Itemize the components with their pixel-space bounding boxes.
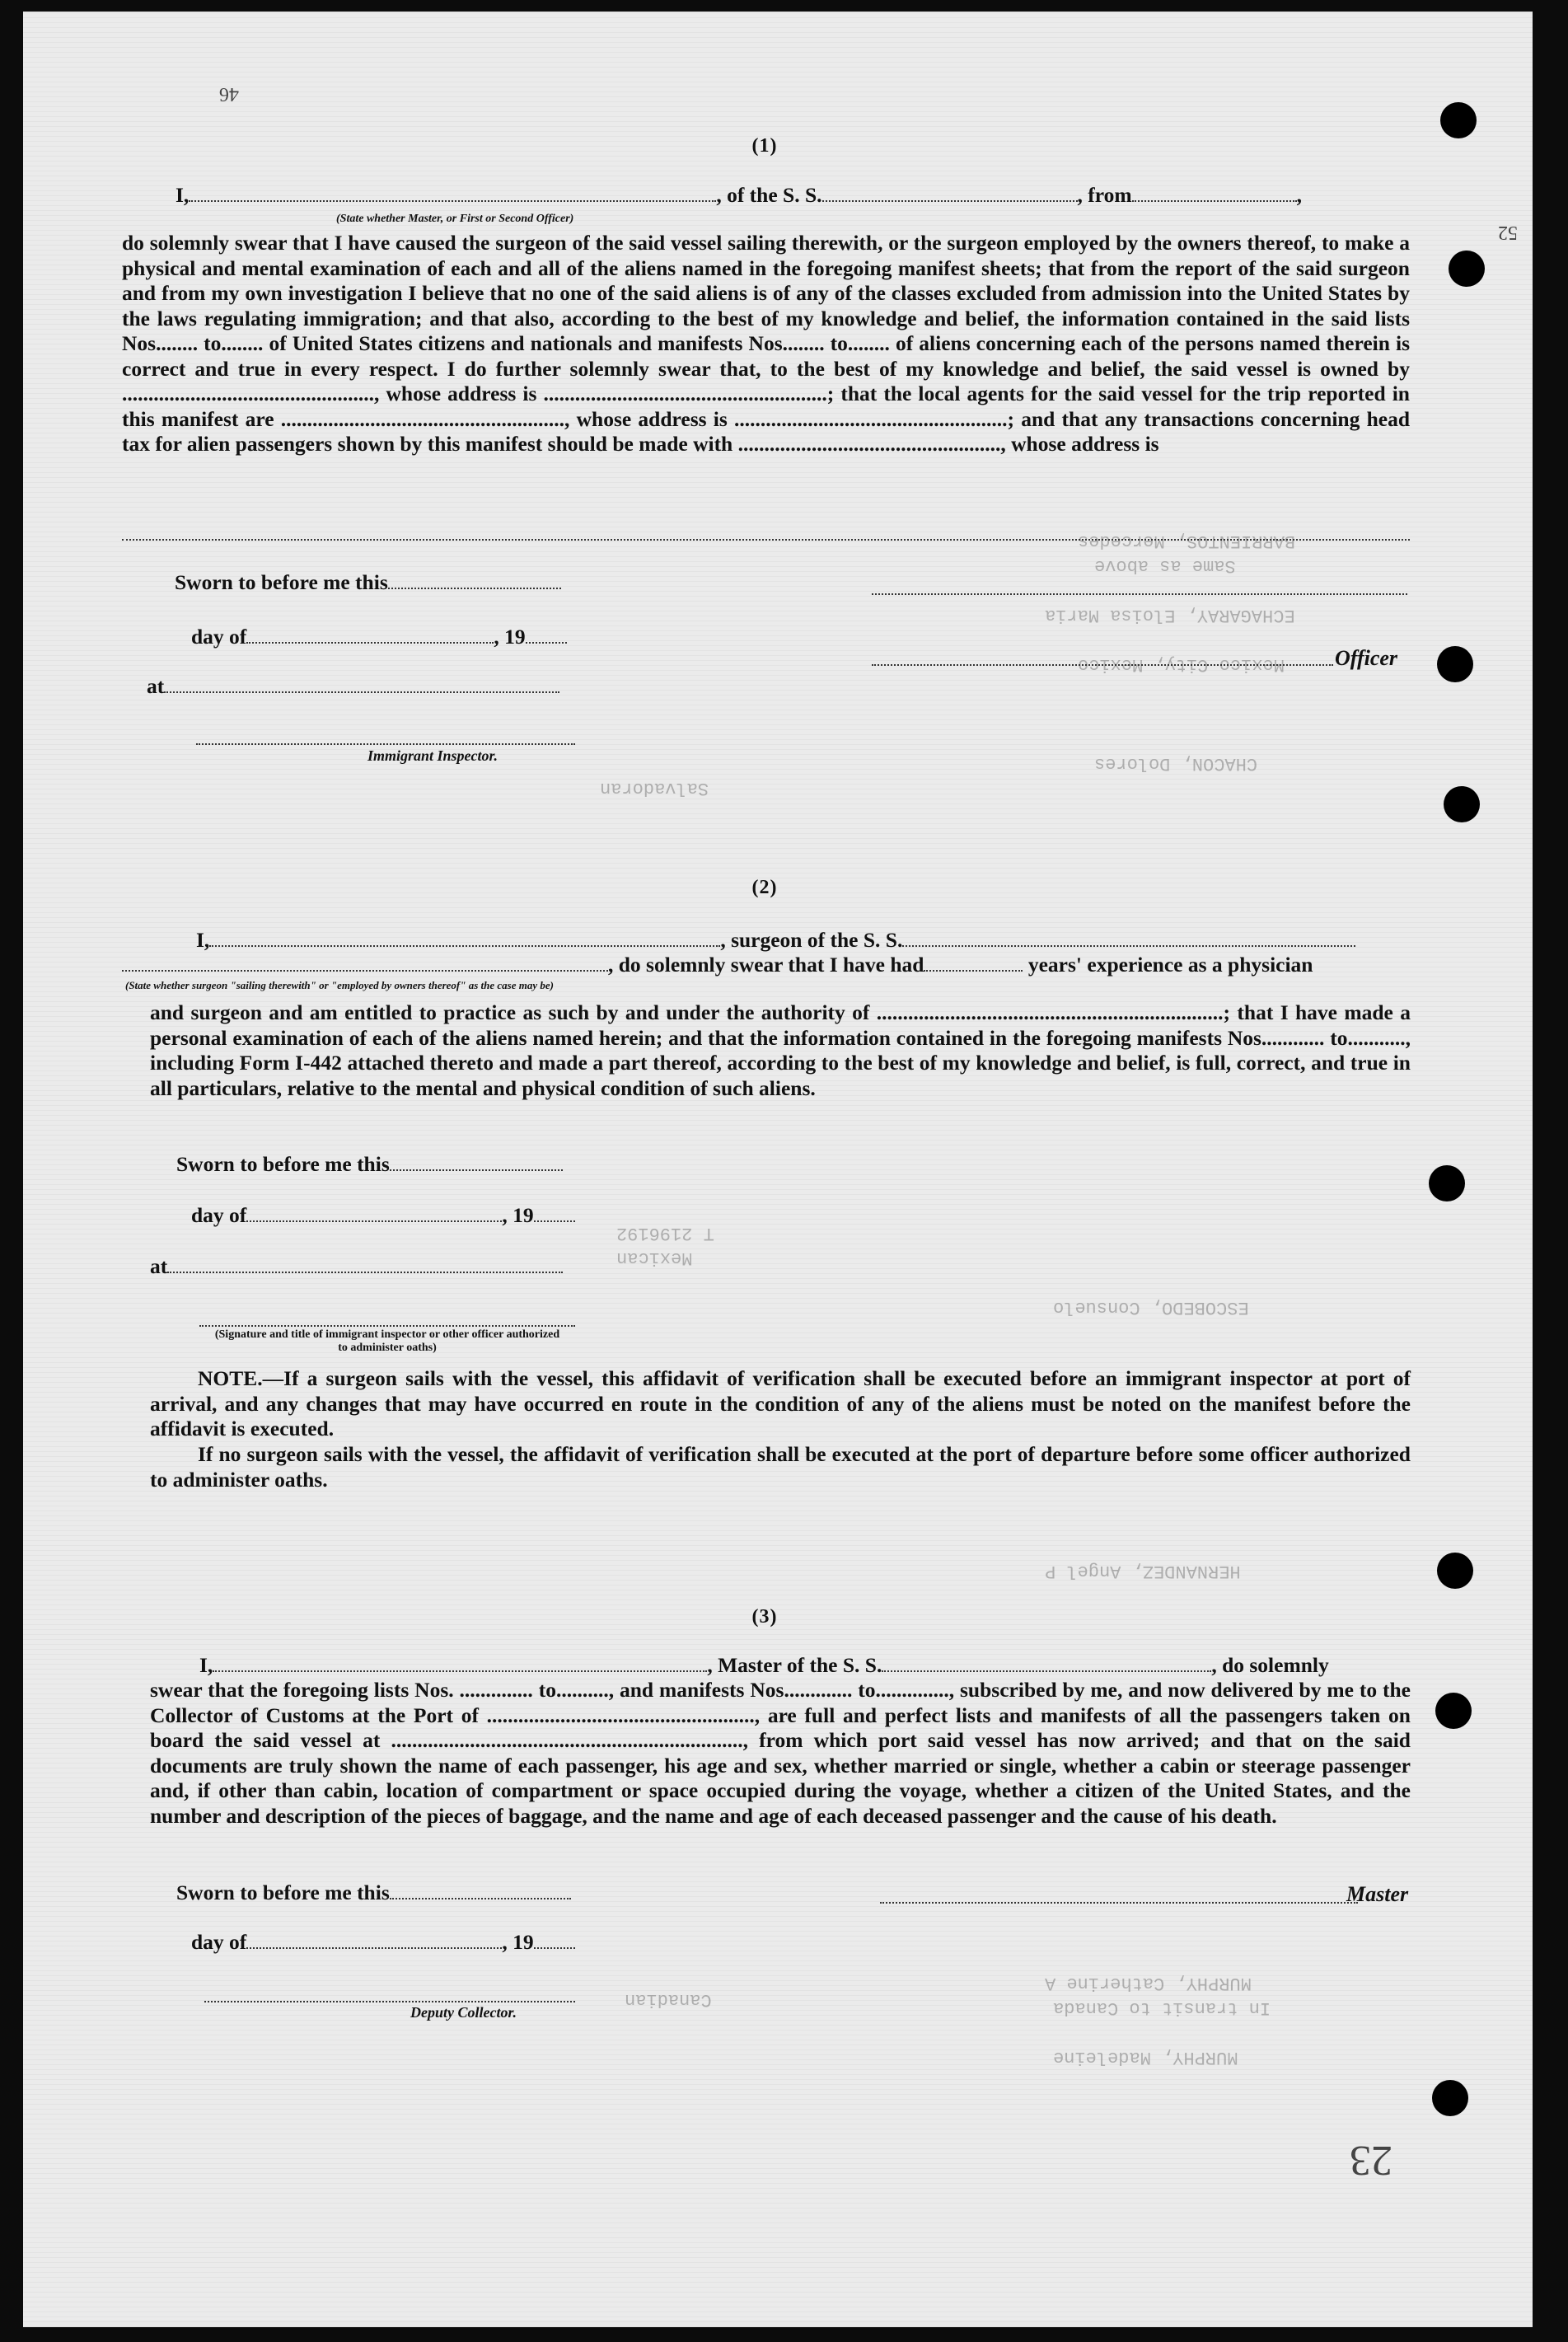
label-from: , from (1077, 183, 1132, 207)
page-number-top: 46 (219, 83, 239, 105)
deputy-collector-label: Deputy Collector. (410, 2004, 517, 2021)
note-paragraph-2: If no surgeon sails with the vessel, the affidavit of verification shall be executed at the port of departure before some officer authorized to administer oaths. (150, 1442, 1411, 1492)
inspector-signature-line (199, 1325, 575, 1327)
sworn-line (176, 1881, 571, 1905)
bleed-through-text: Same as above (1094, 555, 1236, 576)
label-at: at (147, 674, 165, 698)
label-nineteen: , 19 (502, 1930, 534, 1954)
bleed-through-text: Canadian (625, 1989, 712, 2010)
punch-hole (1429, 1165, 1465, 1201)
officer-label: Officer (1335, 646, 1398, 670)
bleed-through-text: MURPHY, Catherine A (1045, 1973, 1252, 1993)
label-i: I, (176, 183, 190, 207)
section-1 (122, 135, 1407, 157)
page-number-right: 52 (1498, 222, 1518, 243)
punch-hole (1432, 2080, 1468, 2116)
section-3-line-1 (199, 1653, 1329, 1678)
bleed-through-text: HERNANDEZ, Angel P (1045, 1561, 1241, 1581)
label-day-of: day of (191, 625, 247, 649)
label-day-of: day of (191, 1930, 247, 1954)
immigrant-inspector-label: Immigrant Inspector. (367, 747, 498, 764)
section-1-header-line: I, , of the S. S. , from , (176, 183, 1303, 207)
surgeon-note: (State whether surgeon "sailing therewith" or "employed by owners thereof" as the case may be) (125, 979, 554, 991)
label-do-solemnly: , do solemnly swear that I have had (608, 953, 924, 977)
section-2-line-2 (122, 953, 1313, 977)
label-surgeon: , surgeon of the S. S. (720, 928, 903, 952)
section-1-oath-paragraph: do solemnly swear that I have caused the surgeon of the said vessel sailing therewith, or the surgeon employed by the owners thereof, to make a physical and mental examination of each and all of the aliens named in the foregoing manifest sheets; that from the report of the said surgeon and from my own investigation I believe that no one of the said aliens is of any of the classes excluded from admission into the United States by the laws regulating immigration; and that also, according to the best of my knowledge and belief, the information contained in the said lists Nos........ to........ of United States citizens and nationals and manifests Nos........ to........ of aliens concerning each of the persons named therein is correct and true in every respect. I do further solemnly swear that, to the best of my knowledge and belief, the said vessel is owned by ................................................, whose address is ......................................................; that the local agents for the said vessel for the trip reported in this manifest are ......................................................, whose address is ....................................................; and that any transactions concerning head tax for alien passengers shown by this manifest should be made with .................................................., whose address is (122, 231, 1410, 456)
note-paragraph-1: NOTE.—If a surgeon sails with the vessel, this affidavit of verification shall be executed before an immigrant inspector at port of arrival, and any changes that may have occurred en route in the condition of any of the aliens must be noted on the manifest before the affidavit is executed. (150, 1366, 1411, 1440)
master-signature-line (880, 1902, 1358, 1904)
at-line (150, 1254, 563, 1279)
label-do-solemnly: , do solemnly (1211, 1653, 1329, 1677)
label-at: at (150, 1254, 168, 1278)
bleed-through-text: CHACON, Dolores (1094, 753, 1258, 774)
day-of-line (191, 1203, 575, 1228)
label-day-of: day of (191, 1203, 247, 1227)
bleed-through-text: T 2196192 (616, 1223, 714, 1244)
section-3 (122, 1606, 1407, 1628)
officer-title-line (872, 664, 1333, 666)
at-line (147, 674, 559, 699)
section-2 (122, 877, 1407, 899)
inspector-signature-label: (Signature and title of immigrant inspector or other officer authorized to administer oaths) (214, 1328, 560, 1354)
label-master-ss: , Master of the S. S. (707, 1653, 882, 1677)
bleed-through-text: Salvadoran (600, 778, 709, 799)
punch-hole (1437, 1553, 1473, 1589)
page-number-bottom: 23 (1350, 2137, 1392, 2184)
day-of-line (191, 625, 567, 649)
label-nineteen: , 19 (502, 1203, 534, 1227)
inspector-signature-line (196, 743, 575, 745)
label-sworn: Sworn to before me this (175, 570, 388, 594)
label-sworn: Sworn to before me this (176, 1152, 390, 1176)
officer-note: (State whether Master, or First or Second Officer) (336, 213, 574, 225)
bleed-through-text: MURPHY, Madeleine (1053, 2047, 1238, 2068)
section-2-line-1 (196, 928, 1355, 953)
punch-hole (1449, 251, 1485, 287)
label-sworn: Sworn to before me this (176, 1881, 390, 1904)
collector-signature-line (204, 2001, 575, 2002)
section-3-oath-paragraph: swear that the foregoing lists Nos. .............. to.........., and manifests Nos............. to.............., subscribed by me, and now delivered by me to the Collector of Customs at the Port of ..................................................., are full and perfect lists and manifests of all the passengers taken on board the said vessel at ..................................................................., from which port said vessel has now arrived; and that on the said documents are truly shown the name of each passenger, his age and sex, whether married or single, whether a cabin or steerage passenger and, if other than cabin, location of compartment or space occupied during the voyage, whether a citizen of the United States, and the number and description of the pieces of baggage, and the name and age of each deceased passenger and the cause of his death. (150, 1678, 1411, 1828)
label-i: I, (196, 928, 210, 952)
punch-hole (1435, 1693, 1472, 1729)
day-of-line (191, 1930, 575, 1955)
section-number: (3) (751, 1606, 778, 1628)
section-2-oath-paragraph: and surgeon and am entitled to practice as such by and under the authority of ..................................................................; that I have made a personal examination of each of the aliens named herein; and that the information contained in the foregoing manifests Nos............ to..........., including Form I-442 attached thereto and made a part thereof, according to the best of my knowledge and belief, is full, correct, and true in all particulars, relative to the mental and physical condition of such aliens. (150, 1000, 1411, 1100)
label-nineteen: , 19 (494, 625, 526, 649)
label-years: years' experience as a physician (1027, 953, 1313, 977)
bleed-through-text: ECHAGARAY, Eloisa Maria (1045, 605, 1295, 625)
sworn-line (176, 1152, 563, 1177)
punch-hole (1444, 786, 1480, 822)
bleed-through-text: In transit to Canada (1053, 1998, 1271, 2018)
manifest-page (23, 12, 1533, 2327)
section-number: (2) (751, 877, 778, 898)
punch-hole (1440, 102, 1477, 138)
label-of-ss: , of the S. S. (716, 183, 822, 207)
label-i: I, (199, 1653, 213, 1677)
officer-signature-line (872, 593, 1407, 595)
sworn-line (175, 570, 561, 595)
section-number: (1) (751, 135, 778, 157)
bleed-through-text: BARRIENTOS, Mercedes (1078, 531, 1296, 551)
punch-hole (1437, 646, 1473, 682)
bleed-through-text: ESCOBEDO, Consuelo (1053, 1297, 1249, 1318)
blank-line (122, 539, 1410, 541)
bleed-through-text: Mexico City, Mexico (1078, 654, 1285, 675)
master-label: Master (1346, 1882, 1409, 1906)
bleed-through-text: Mexican (616, 1248, 693, 1268)
